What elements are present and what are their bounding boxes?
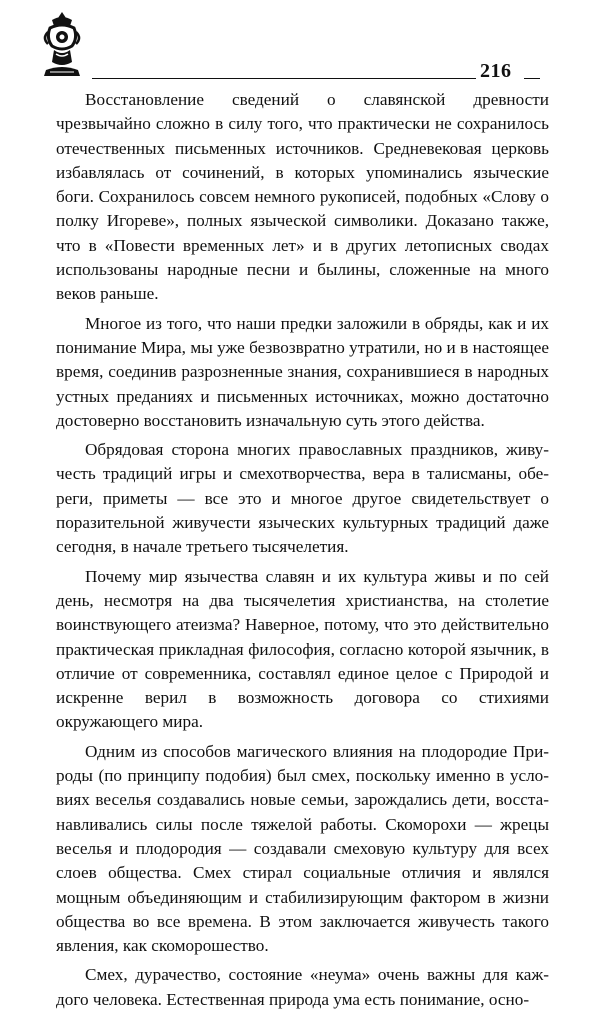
header-rule-tail	[524, 78, 540, 79]
paragraph-4: Почему мир язычества славян и их культура живы и по сей день, несмотря на два тысячелетия христианства, на столетие воинствующего атеизма? Наверное, потому, что это действительно практическая прикладная философия, согласно которой язычник, в отличие от современника, составлял единое целое с Природой и искренне верил в возможность договора со стихиями окружающего мира.	[56, 566, 549, 732]
paragraph-5: Одним из способов магического влияния на плодородие Природы (по принципу подобия) был смех, поскольку именно в условиях веселья создавались новые семьи, зарождались дети, восстанавливались силы после тяжелой работы. Скоморохи — жрецы веселья и плодородия — создавали смеховую культуру для всех слоев общества. Смех стирал социальные отличия и являлся мощным объединяющим и стабилизирующим фактором в жизни общества во все времена. В этом заключается живучесть такого явления, как скоморошество.	[56, 741, 549, 956]
paragraph-1: Восстановление сведений о славянской древности чрезвычайно сложно в силу того, что практически не сохранилось отечественных письменных источников. Средневековая церковь избавлялась от сочинений, в которых упоминались языческие боги. Сохранилось совсем немного рукописей, подобных «Слову о полку Игореве», полных языческой символики. Доказано также, что в «Повести временных лет» и в других летописных сводах использованы народные песни и былины, сложенные на много веков раньше.	[56, 90, 549, 304]
page-number: 216	[480, 60, 512, 82]
header-rule	[92, 78, 476, 79]
paragraph-6: Смех, дурачество, состояние «неума» очень важны для каждого человека. Естественная природа ума есть понимание, осно-	[56, 965, 549, 1009]
paragraph-3: Обрядовая сторона многих православных праздников, живучесть традиций игры и смехотворчества, вера в талисманы, обереги, приметы — все это и многое другое свидетельствует о поразительной живучести языческих культурных традиций даже сегодня, в начале третьего тысячелетия.	[56, 440, 549, 557]
paragraph-2: Многое из того, что наши предки заложили в обряды, как и их понимание Мира, мы уже безвозвратно утратили, но и в настоящее время, соединив разрозненные знания, сохранившиеся в народных устных преданиях и письменных источниках, можно достаточно достоверно восстановить изначальную суть этого действа.	[56, 313, 549, 430]
ornament-emblem-icon	[42, 10, 82, 80]
body-text	[56, 88, 549, 1017]
